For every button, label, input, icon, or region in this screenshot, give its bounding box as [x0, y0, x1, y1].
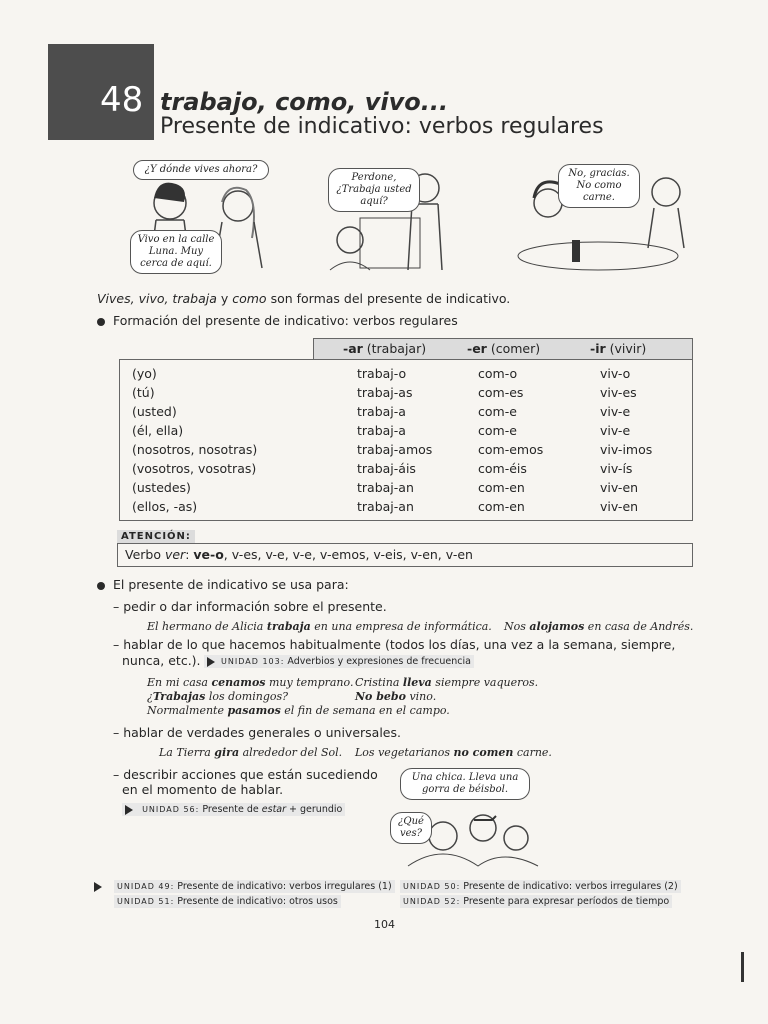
attention-label: ATENCIÓN: — [117, 530, 195, 543]
usage-heading — [97, 577, 349, 592]
usage-heading-text: El presente de indicativo se usa para: — [113, 577, 349, 592]
table-cell: com-en — [478, 499, 525, 514]
arrow-right-icon — [94, 882, 102, 892]
page-number: 104 — [374, 918, 395, 931]
ar-column — [357, 364, 432, 516]
table-cell: viv-ís — [600, 461, 633, 476]
usage-item: – hablar de lo que hacemos habitualmente (todos los días, una vez a la semana, siempre, — [113, 637, 676, 652]
unit-title: Presente de indicativo: verbos regulares — [160, 114, 604, 139]
table-cell: com-o — [478, 366, 518, 381]
table-cell: (yo) — [132, 366, 157, 381]
usage-item: – pedir o dar información sobre el presente. — [113, 599, 387, 614]
usage-item: – hablar de verdades generales o universales. — [113, 725, 401, 740]
table-header-er: -er (comer) — [467, 341, 541, 356]
example-sentence: En mi casa cenamos muy temprano. — [147, 676, 354, 689]
intro-italic-text: Vives, vivo, trabaja — [97, 291, 217, 306]
example-sentence: El hermano de Alicia trabaja en una empresa de informática. — [147, 620, 492, 633]
usage-item-continued: nunca, etc.). — [122, 653, 201, 668]
table-cell: viv-en — [600, 480, 639, 495]
pronoun-column — [132, 364, 257, 516]
table-cell: (usted) — [132, 404, 177, 419]
table-cell: com-es — [478, 385, 524, 400]
table-cell: viv-en — [600, 499, 639, 514]
table-cell: com-emos — [478, 442, 544, 457]
formation-heading-text: Formación del presente de indicativo: verbos regulares — [113, 313, 458, 328]
intro-text: son formas del presente de indicativo. — [266, 291, 511, 306]
intro-text: y — [216, 291, 233, 306]
table-cell: viv-e — [600, 423, 631, 438]
table-cell: trabaj-a — [357, 423, 406, 438]
unit-cross-reference[interactable]: UNIDAD 56: Presente de estar + gerundio — [122, 803, 345, 816]
arrow-right-icon — [207, 657, 215, 667]
table-cell: com-en — [478, 480, 525, 495]
unit-cross-reference[interactable]: UNIDAD 49: Presente de indicativo: verbos irregulares (1) — [114, 880, 395, 893]
bullet-icon — [97, 582, 105, 590]
table-header-ir: -ir (vivir) — [590, 341, 647, 356]
example-sentence: ¿Trabajas los domingos? — [147, 690, 289, 703]
speech-bubble: No, gracias. No como carne. — [558, 164, 640, 208]
usage-item: – describir acciones que están sucediendo — [113, 767, 378, 782]
speech-bubble: ¿Y dónde vives ahora? — [133, 160, 269, 180]
intro-italic-text: como — [232, 291, 267, 306]
example-sentence: La Tierra gira alrededor del Sol. — [159, 746, 343, 759]
example-sentence: Normalmente pasamos el fin de semana en el campo. — [147, 704, 450, 717]
speech-bubble: Una chica. Lleva una gorra de béisbol. — [400, 768, 530, 800]
example-sentence: Los vegetarianos no comen carne. — [355, 746, 552, 759]
er-column — [478, 364, 543, 516]
table-cell: (nosotros, nosotras) — [132, 442, 258, 457]
unit-cross-reference[interactable]: UNIDAD 52: Presente para expresar períodos de tiempo — [400, 895, 672, 908]
table-cell: trabaj-amos — [357, 442, 433, 457]
usage-item-continued: en el momento de hablar. — [122, 782, 284, 797]
formation-heading — [97, 313, 458, 328]
table-cell: viv-imos — [600, 442, 653, 457]
table-cell: trabaj-an — [357, 480, 414, 495]
unit-number: 48 — [100, 80, 144, 120]
unit-cross-reference[interactable]: UNIDAD 50: Presente de indicativo: verbos irregulares (2) — [400, 880, 681, 893]
example-sentence: No bebo vino. — [355, 690, 437, 703]
unit-cross-reference[interactable]: UNIDAD 51: Presente de indicativo: otros usos — [114, 895, 341, 908]
unit-cross-reference[interactable]: UNIDAD 103: Adverbios y expresiones de frecuencia — [204, 655, 474, 668]
table-cell: (ellos, -as) — [132, 499, 198, 514]
speech-bubble: ¿Qué ves? — [390, 812, 432, 844]
table-cell: trabaj-áis — [357, 461, 416, 476]
table-cell: trabaj-a — [357, 404, 406, 419]
table-cell: com-e — [478, 404, 517, 419]
unit-title-italic: trabajo, como, vivo... — [160, 88, 449, 116]
table-cell: viv-es — [600, 385, 637, 400]
table-cell: trabaj-o — [357, 366, 407, 381]
scan-edge-mark — [741, 952, 744, 982]
table-cell: trabaj-as — [357, 385, 413, 400]
intro-sentence — [97, 291, 510, 306]
example-sentence: Nos alojamos en casa de Andrés. — [504, 620, 694, 633]
table-cell: (él, ella) — [132, 423, 184, 438]
table-cell: com-e — [478, 423, 517, 438]
table-cell: com-éis — [478, 461, 527, 476]
speech-bubble: Vivo en la calle Luna. Muy cerca de aquí. — [130, 230, 222, 274]
bullet-icon — [97, 318, 105, 326]
table-cell: viv-e — [600, 404, 631, 419]
ir-column — [600, 364, 652, 516]
table-cell: (vosotros, vosotras) — [132, 461, 257, 476]
arrow-right-icon — [125, 805, 133, 815]
speech-bubble: Perdone, ¿Trabaja usted aquí? — [328, 168, 420, 212]
example-sentence: Cristina lleva siempre vaqueros. — [355, 676, 539, 689]
table-cell: (ustedes) — [132, 480, 191, 495]
table-cell: (tú) — [132, 385, 155, 400]
table-cell: trabaj-an — [357, 499, 414, 514]
table-cell: viv-o — [600, 366, 631, 381]
attention-text: Verbo ver: ve-o, v-es, v-e, v-e, v-emos, v-eis, v-en, v-en — [125, 547, 473, 562]
table-header-ar: -ar (trabajar) — [343, 341, 427, 356]
